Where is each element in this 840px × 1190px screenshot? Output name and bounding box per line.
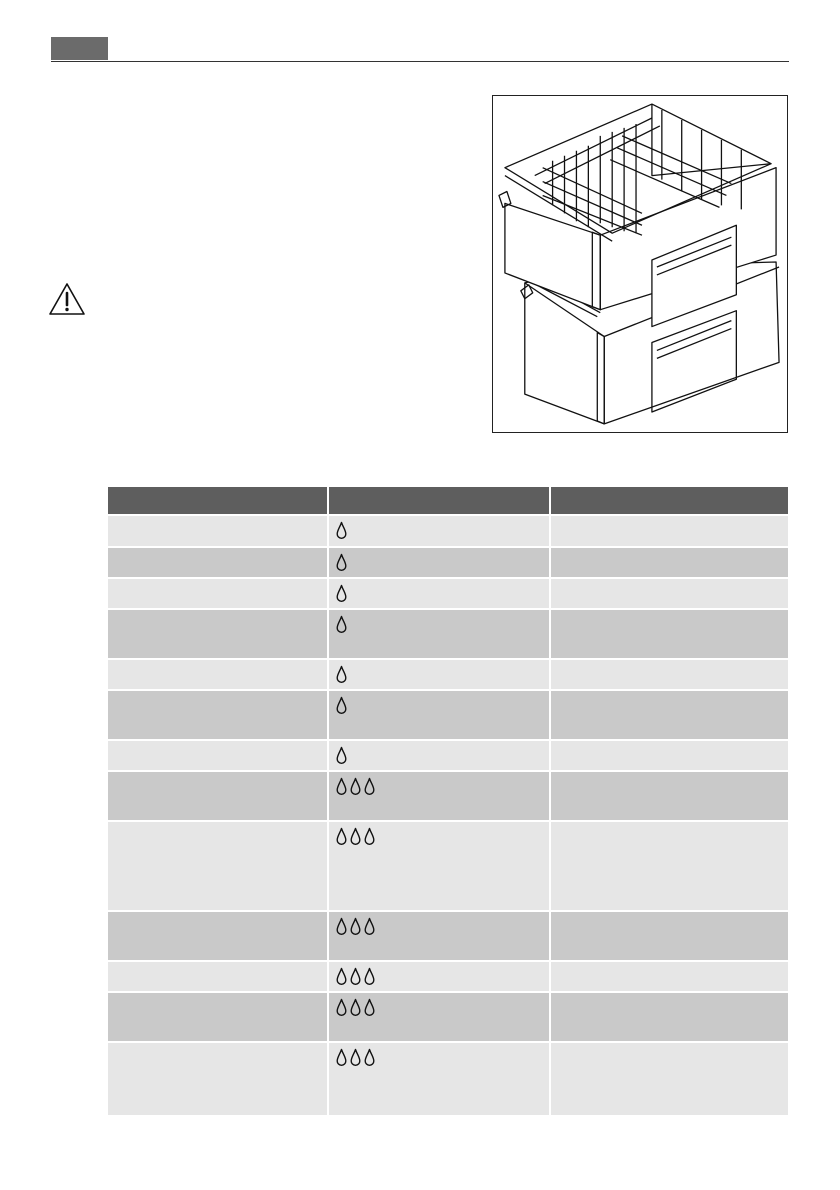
- table-row: [108, 741, 788, 772]
- row-cell-drops: [329, 516, 551, 548]
- table-row: [108, 548, 788, 579]
- row-cell-drops: [329, 741, 551, 772]
- water-drop-icon: [363, 917, 376, 936]
- water-drop-icon: [363, 827, 376, 846]
- row-cell-3: [551, 741, 788, 772]
- header-cell-3: [551, 487, 788, 516]
- water-drop-icon: [335, 584, 348, 603]
- water-drop-icon: [335, 917, 348, 936]
- table-row: [108, 772, 788, 822]
- water-drop-icon: [335, 998, 348, 1017]
- row-cell-3: [551, 610, 788, 660]
- table-row: [108, 962, 788, 993]
- water-drop-icon: [363, 967, 376, 986]
- table-row: [108, 579, 788, 610]
- table-body: [108, 516, 788, 1117]
- water-drop-icon: [363, 1048, 376, 1067]
- row-cell-1: [108, 516, 329, 548]
- water-drop-icon: [335, 665, 348, 684]
- storage-table: [108, 487, 788, 1117]
- water-drop-icon: [335, 696, 348, 715]
- freezer-drawers-drawing: [493, 96, 787, 432]
- row-cell-1: [108, 962, 329, 993]
- water-drop-icon: [363, 998, 376, 1017]
- row-cell-1: [108, 1043, 329, 1117]
- row-cell-1: [108, 610, 329, 660]
- row-cell-3: [551, 962, 788, 993]
- water-drop-icon: [335, 827, 348, 846]
- row-cell-3: [551, 579, 788, 610]
- table-row: [108, 610, 788, 660]
- row-cell-drops: [329, 993, 551, 1043]
- row-cell-drops: [329, 772, 551, 822]
- row-cell-drops: [329, 1043, 551, 1117]
- section-tab: [51, 37, 108, 60]
- row-cell-3: [551, 516, 788, 548]
- row-cell-drops: [329, 822, 551, 912]
- row-cell-drops: [329, 579, 551, 610]
- table-row: [108, 822, 788, 912]
- water-drop-icon: [349, 827, 362, 846]
- table-row: [108, 993, 788, 1043]
- row-cell-3: [551, 548, 788, 579]
- row-cell-1: [108, 660, 329, 691]
- water-drop-icon: [363, 777, 376, 796]
- water-drop-icon: [349, 777, 362, 796]
- freezer-drawers-figure: [492, 95, 788, 433]
- water-drop-icon: [349, 998, 362, 1017]
- water-drop-icon: [335, 967, 348, 986]
- row-cell-drops: [329, 548, 551, 579]
- row-cell-3: [551, 993, 788, 1043]
- row-cell-drops: [329, 660, 551, 691]
- table-row: [108, 1043, 788, 1117]
- water-drop-icon: [335, 1048, 348, 1067]
- row-cell-3: [551, 660, 788, 691]
- row-cell-1: [108, 993, 329, 1043]
- row-cell-1: [108, 579, 329, 610]
- water-drop-icon: [335, 777, 348, 796]
- row-cell-drops: [329, 691, 551, 741]
- row-cell-1: [108, 822, 329, 912]
- row-cell-1: [108, 548, 329, 579]
- water-drop-icon: [335, 746, 348, 765]
- row-cell-drops: [329, 610, 551, 660]
- row-cell-1: [108, 772, 329, 822]
- row-cell-3: [551, 772, 788, 822]
- table-row: [108, 516, 788, 548]
- header-rule: [51, 61, 789, 62]
- water-drop-icon: [335, 521, 348, 540]
- row-cell-3: [551, 822, 788, 912]
- row-cell-drops: [329, 912, 551, 962]
- header-cell-2: [329, 487, 551, 516]
- row-cell-1: [108, 912, 329, 962]
- table-row: [108, 660, 788, 691]
- water-drop-icon: [349, 917, 362, 936]
- table-row: [108, 691, 788, 741]
- table-row: [108, 912, 788, 962]
- water-drop-icon: [335, 615, 348, 634]
- row-cell-drops: [329, 962, 551, 993]
- water-drop-icon: [349, 967, 362, 986]
- warning-triangle-icon: [48, 282, 86, 316]
- table-header-row: [108, 487, 788, 516]
- water-drop-icon: [335, 553, 348, 572]
- row-cell-1: [108, 741, 329, 772]
- row-cell-3: [551, 1043, 788, 1117]
- row-cell-3: [551, 691, 788, 741]
- row-cell-3: [551, 912, 788, 962]
- header-cell-1: [108, 487, 329, 516]
- row-cell-1: [108, 691, 329, 741]
- water-drop-icon: [349, 1048, 362, 1067]
